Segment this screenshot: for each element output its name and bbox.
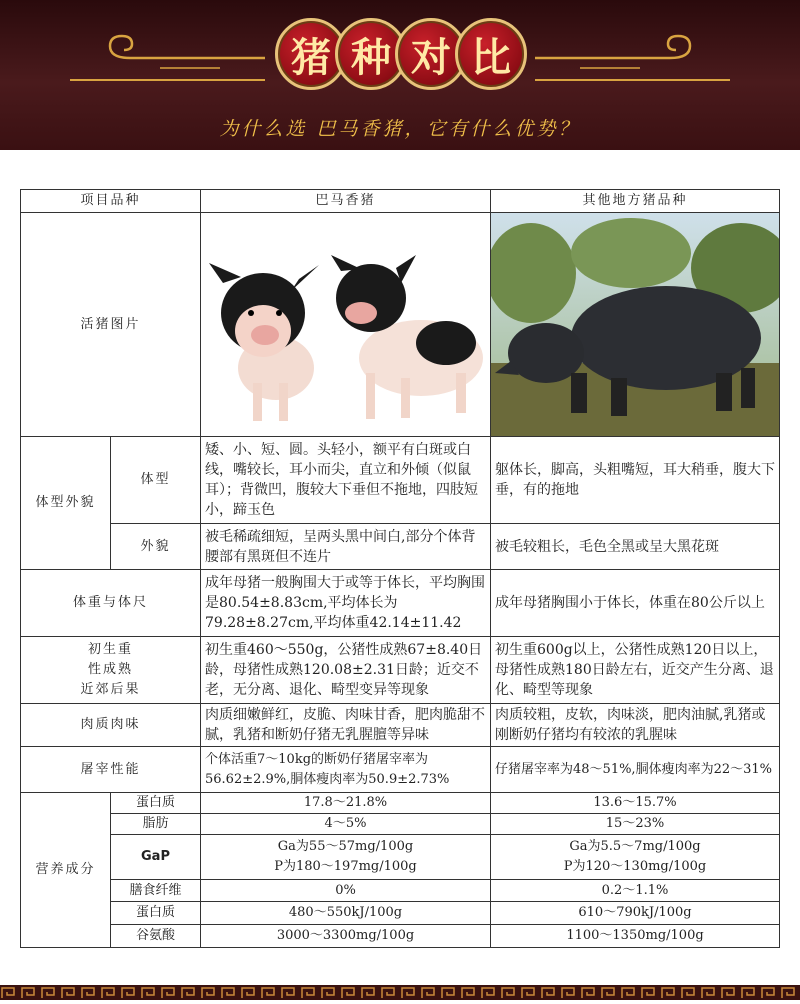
- nutrition-other-value: 0.2～1.1%: [490, 879, 780, 902]
- bama-appearance-text: 被毛稀疏细短，呈两头黑中间白,部分个体背腰部有黑斑但不连片: [200, 523, 491, 570]
- row-label-meat: 肉质肉味: [20, 703, 201, 747]
- row-group-label-nutrition: 营养成分: [20, 792, 111, 948]
- title-char-circle: 比: [455, 18, 527, 90]
- nutrition-bama-value: [200, 834, 491, 880]
- page-title: [275, 18, 525, 90]
- bottom-border: [0, 985, 800, 1000]
- title-char-circle: 猪: [275, 18, 347, 90]
- bama-piglets-image: [201, 213, 490, 436]
- nutrition-other-value: 15～23%: [490, 813, 780, 835]
- nutrition-other-line: P为120～130mg/100g: [563, 859, 707, 874]
- nutrition-other-line: Ga为5.5～7mg/100g: [569, 839, 701, 854]
- title-char-circle: 种: [335, 18, 407, 90]
- other-pig-photo-cell: [490, 212, 780, 437]
- nutrition-label: 谷氨酸: [110, 924, 201, 948]
- nutrition-bama-line: P为180～197mg/100g: [274, 859, 417, 874]
- col-header-other: 其他地方猪品种: [490, 189, 780, 213]
- left-scroll-ornament: [60, 28, 270, 88]
- row-label-birth-line: 初生重: [87, 642, 133, 657]
- row-label-slaughter: 屠宰性能: [20, 746, 201, 793]
- nutrition-bama-value: 4～5%: [200, 813, 491, 835]
- row-label-shape: 体型: [110, 436, 201, 524]
- bama-shape-text: 矮、小、短、圆。头轻小，额平有白斑或白线，嘴较长，耳小而尖，直立和外倾（似鼠耳）；背微凹，腹较大下垂但不拖地，四肢短小，蹄玉色: [200, 436, 491, 524]
- row-group-label-body: 体型外貌: [20, 436, 111, 570]
- right-scroll-ornament: [530, 28, 740, 88]
- nutrition-label: 蛋白质: [110, 901, 201, 925]
- nutrition-bama-value: 480～550kJ/100g: [200, 901, 491, 925]
- nutrition-label: 脂肪: [110, 813, 201, 835]
- other-birth-text: 初生重600g以上，公猪性成熟120日以上，母猪性成熟180日龄左右，近交产生分离、退化、畸型等现象: [490, 636, 780, 704]
- page-header: [0, 0, 800, 150]
- bama-slaughter-text: 个体活重7～10kg的断奶仔猪屠宰率为56.62±2.9%,胴体瘦肉率为50.9±2.73%: [200, 746, 491, 793]
- row-label-weight: 体重与体尺: [20, 569, 201, 637]
- row-label-photo: 活猪图片: [20, 212, 201, 437]
- page-subtitle: 为什么选 巴马香猪，它有什么优势？: [219, 118, 581, 140]
- nutrition-label: 蛋白质: [110, 792, 201, 814]
- row-label-appearance: 外貌: [110, 523, 201, 570]
- nutrition-other-value: 610～790kJ/100g: [490, 901, 780, 925]
- bama-birth-text: 初生重460～550g，公猪性成熟67±8.40日龄，母猪性成熟120.08±2.31日龄；近交不老，无分离、退化、畸型变异等现象: [200, 636, 491, 704]
- row-label-birth-line: 近郊后果: [80, 682, 141, 697]
- bottom-pattern: [0, 985, 800, 1000]
- nutrition-bama-value: 3000～3300mg/100g: [200, 924, 491, 948]
- nutrition-other-value: 13.6～15.7%: [490, 792, 780, 814]
- row-label-birth: [20, 636, 201, 704]
- nutrition-bama-line: Ga为55～57mg/100g: [277, 839, 414, 854]
- col-header-bama: 巴马香猪: [200, 189, 491, 213]
- black-local-pig-image: [491, 213, 779, 436]
- other-slaughter-text: 仔猪屠宰率为48～51%,胴体瘦肉率为22～31%: [490, 746, 780, 793]
- other-weight-text: 成年母猪胸围小于体长，体重在80公斤以上: [490, 569, 780, 637]
- bama-photo-cell: [200, 212, 491, 437]
- other-shape-text: 躯体长，脚高，头粗嘴短，耳大稍垂，腹大下垂，有的拖地: [490, 436, 780, 524]
- col-header-item: 项目品种: [20, 189, 201, 213]
- nutrition-other-value: 1100～1350mg/100g: [490, 924, 780, 948]
- comparison-table: [20, 189, 780, 948]
- nutrition-bama-value: 17.8～21.8%: [200, 792, 491, 814]
- nutrition-other-value: [490, 834, 780, 880]
- nutrition-bama-value: 0%: [200, 879, 491, 902]
- other-meat-text: 肉质较粗，皮软，肉味淡，肥肉油腻,乳猪或刚断奶仔猪均有较浓的乳腥味: [490, 703, 780, 747]
- other-appearance-text: 被毛较粗长，毛色全黑或呈大黑花斑: [490, 523, 780, 570]
- bama-meat-text: 肉质细嫩鲜红，皮脆、肉味甘香，肥肉脆甜不腻，乳猪和断奶仔猪无乳腥膻等异味: [200, 703, 491, 747]
- bama-weight-text: 成年母猪一般胸围大于或等于体长，平均胸围是80.54±8.83cm,平均体长为79.28±8.27cm,平均体重42.14±11.42: [200, 569, 491, 637]
- row-label-birth-line: 性成熟: [87, 662, 133, 677]
- nutrition-label: GaP: [110, 834, 201, 880]
- nutrition-label: 膳食纤维: [110, 879, 201, 902]
- title-char-circle: 对: [395, 18, 467, 90]
